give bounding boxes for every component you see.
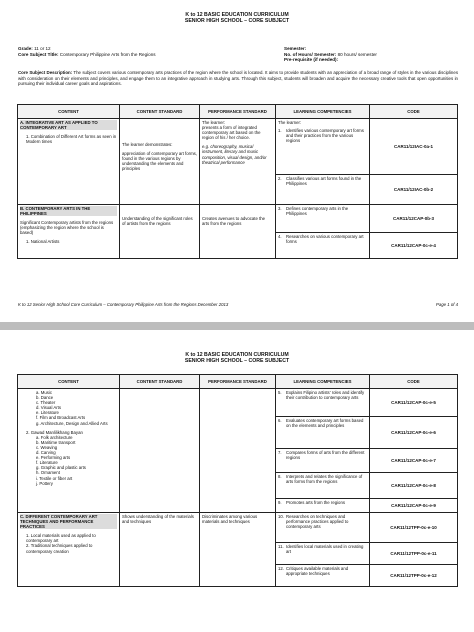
table-header-row	[18, 375, 458, 389]
section-a-title: A. INTEGRATIVE ART AS APPLIED TO CONTEMPORARY ART	[20, 120, 117, 130]
curriculum-table-2	[17, 374, 458, 587]
prereq-label: Pre-requisite (if needed):	[284, 57, 339, 63]
competency-cell	[276, 449, 370, 473]
table-row	[18, 119, 458, 175]
code-cell: CAR11/12CAP-0b-3	[370, 205, 458, 233]
table-row	[18, 205, 458, 233]
page-header	[0, 352, 474, 365]
subject-description	[18, 70, 458, 87]
list-a-6: g. Architecture, Design and Allied Arts	[36, 420, 108, 426]
document-page-2	[0, 330, 474, 632]
code-cell: CAR11/12TPP-0c-e-10	[370, 513, 458, 543]
code-cell: CAR11/12IAC-0a-1	[370, 119, 458, 175]
col-code: CODE	[370, 375, 458, 389]
lc6-num: 6.	[278, 418, 282, 423]
lc12-text: Critiques available materials and appropriate techniques	[286, 566, 349, 577]
page-number: Page 1 of 4	[436, 302, 458, 307]
lc3-num: 3.	[278, 206, 282, 211]
lc6-text: Evaluates contemporary art forms based on the elements and principles	[286, 418, 364, 429]
list-b-4: e. Performing arts	[36, 455, 71, 461]
section-b-title: B. CONTEMPORARY ARTS IN THE PHILIPPINES	[20, 206, 117, 216]
content-cell	[18, 389, 120, 513]
col-competencies: LEARNING COMPETENCIES	[276, 375, 370, 389]
header-line-1: K to 12 BASIC EDUCATION CURRICULUM	[185, 12, 289, 18]
hours-label: No. of Hours/ Semester:	[284, 51, 337, 57]
competency-cell	[276, 543, 370, 565]
section-c-title: C. DIFFERENT CONTEMPORARY ART TECHNIQUES AND PERFORMANCE PRACTICES	[20, 514, 117, 529]
title-label: Core Subject Title:	[18, 51, 59, 57]
lc9-text: Promotes arts from the regions	[286, 500, 345, 505]
content-cell	[18, 513, 120, 587]
page-footer	[18, 302, 458, 307]
list-b-9: j. Pottery	[36, 480, 53, 486]
lc8-num: 8.	[278, 474, 282, 479]
content-standard-cell: Shows understanding of the materials and techniques	[120, 513, 200, 587]
col-performance-standard: PERFORMANCE STANDARD	[200, 105, 276, 119]
header-line-2: SENIOR HIGH SCHOOL – CORE SUBJECT	[184, 18, 290, 25]
list-b-8: i. Textile or fiber art	[36, 475, 73, 481]
lc1-text: Identifies various contemporary art forms and their practices from the various regions	[286, 128, 364, 144]
hours-value: 80 hours/ semester	[337, 51, 377, 57]
code-cell: CAR11/12CAP-0c-e-7	[370, 449, 458, 473]
code-cell: CAR11/12CAP-0c-e-9	[370, 499, 458, 513]
curriculum-table-1	[17, 104, 458, 259]
lc2-text: Classifies various art forms found in the Philippines	[286, 176, 362, 187]
code-cell: CAR11/12IAC-0b-2	[370, 175, 458, 205]
performance-standard-cell: Discriminates among various materials and techniques	[200, 513, 276, 587]
content-cell	[18, 205, 120, 259]
list-b-1: b. Maritime transport	[36, 439, 76, 445]
competency-cell	[276, 389, 370, 417]
competency-cell	[276, 175, 370, 205]
lc11-num: 11.	[278, 544, 284, 549]
list-b-6: g. Graphic and plastic arts	[36, 465, 86, 471]
code-cell: CAR11/12CAP-0c-e-6	[370, 417, 458, 449]
lc7-text: Compares forms of arts from the different regions	[286, 450, 365, 461]
table-row	[18, 513, 458, 543]
col-competencies: LEARNING COMPETENCIES	[276, 105, 370, 119]
ps1-text: presents a form of integrated contemporary art based on the region of his / her choice.	[202, 125, 261, 141]
table-header-row	[18, 105, 458, 119]
header-line-2: SENIOR HIGH SCHOOL – CORE SUBJECT	[184, 358, 290, 365]
content-standard-cell	[120, 205, 200, 259]
competency-cell	[276, 473, 370, 499]
list-b-2: c. Weaving	[36, 444, 58, 450]
competency-cell	[276, 233, 370, 259]
col-performance-standard: PERFORMANCE STANDARD	[200, 375, 276, 389]
ps1-intro: The learner:	[202, 120, 226, 125]
header-line-1: K to 12 BASIC EDUCATION CURRICULUM	[185, 352, 289, 358]
col-code: CODE	[370, 105, 458, 119]
lc9-num: 9.	[278, 500, 282, 505]
content-cell	[18, 119, 120, 205]
section-item-2: 2. Gawad Manlilikhang Bayan	[26, 429, 83, 435]
section-b-text: Significant Contemporary artists from the regions (emphasizing the region where the school is based)	[20, 220, 114, 236]
content-standard-cell	[120, 119, 200, 205]
list-b-5: f. Literature	[36, 460, 58, 466]
lc3-text: Defines contemporary arts in the Philippines	[286, 206, 349, 217]
lc12-num: 12.	[278, 566, 284, 571]
section-b-item: 1. National Artists	[26, 239, 60, 245]
lc4-num: 4.	[278, 234, 282, 239]
cs2-text: Understanding of the significant roles of artists from the regions	[122, 216, 193, 227]
col-content: CONTENT	[18, 375, 120, 389]
competency-cell	[276, 513, 370, 543]
lc8-text: Interprets and relates the significance of arts forms from the regions	[286, 474, 363, 485]
footer-text: K to 12 Senior High School Core Curriculum – Contemporary Philippine Arts from the Regions December 2013	[18, 302, 229, 307]
code-cell: CAR11/12CAP-0c-e-4	[370, 233, 458, 259]
performance-standard-cell	[200, 389, 276, 513]
list-b-3: d. Carving	[36, 450, 56, 456]
table-row	[18, 389, 458, 417]
list-a-2: c. Theater	[36, 400, 56, 406]
lc4-text: Researches on various contemporary art forms	[286, 234, 364, 245]
lc-intro: The learner:	[278, 120, 302, 125]
performance-standard-cell	[200, 119, 276, 205]
lc10-num: 10.	[278, 514, 284, 519]
ps2-text: Creates avenues to advocate the arts from the regions	[202, 216, 266, 227]
cs1-intro: The learner demonstrates:	[122, 142, 173, 147]
code-cell: CAR11/12CAP-0c-e-5	[370, 389, 458, 417]
code-cell: CAR11/12CAP-0c-e-8	[370, 473, 458, 499]
meta-left	[18, 46, 156, 57]
grade-value: 11 or 12	[34, 46, 51, 51]
list-b-7: h. Ornament	[36, 470, 60, 476]
list-b-0: a. Folk architecture	[36, 434, 73, 440]
code-cell: CAR11/12TPP-0c-e-12	[370, 565, 458, 587]
content-standard-cell	[120, 389, 200, 513]
col-content: CONTENT	[18, 105, 120, 119]
lc7-num: 7.	[278, 450, 282, 455]
ps1-example: e.g. choreography, musical instrument, literary and music composition, visual design, and/or theatrical performance	[202, 144, 267, 165]
description-text: The subject covers various contemporary arts practices of the region where the school is located. It aims to provide students with an appreciation of a broad range of styles in the various disciplines with consideration on their elements and principles, and engage them to an integrative approach in studying arts. Through this subject, students will broaden and acquire the necessary creative tools that open opportunities in pursuing their individual career goals and aspirations.	[18, 70, 459, 87]
description-label: Core Subject Description:	[18, 70, 73, 75]
list-a-5: f. Film and Broadcast Arts	[36, 415, 86, 421]
lc5-text: Explains Filipino artists' roles and identify their contribution to contemporary arts	[286, 390, 365, 401]
competency-cell	[276, 119, 370, 175]
lc2-num: 2.	[278, 176, 282, 181]
col-content-standard: CONTENT STANDARD	[120, 105, 200, 119]
competency-cell	[276, 417, 370, 449]
lc11-text: Identifies local materials used in creating art	[286, 544, 364, 555]
section-c-item-2: 2. Traditional techniques applied to contemporary creation	[26, 543, 93, 554]
meta-right	[284, 46, 377, 63]
performance-standard-cell	[200, 205, 276, 259]
competency-cell	[276, 205, 370, 233]
competency-cell	[276, 499, 370, 513]
list-a-1: b. Dance	[36, 395, 54, 401]
list-a-3: d. Visual Arts	[36, 405, 61, 411]
col-content-standard: CONTENT STANDARD	[120, 375, 200, 389]
competency-cell	[276, 565, 370, 587]
lc1-num: 1.	[278, 128, 282, 134]
list-a-0: a. Music	[36, 390, 52, 395]
list-a-4: e. Literature	[36, 410, 59, 416]
code-cell: CAR11/12TPP-0c-e-11	[370, 543, 458, 565]
title-value: Contemporary Philippine Arts from the Regions	[59, 51, 156, 57]
lc10-text: Researches on techniques and performance practices applied to contemporary arts	[286, 514, 349, 530]
lc5-num: 5.	[278, 390, 282, 395]
cs1-text: appreciation of contemporary art forms, found in the various regions by understanding the elements and principles	[122, 151, 197, 172]
page-header	[0, 12, 474, 25]
section-c-item-1: 1. Local materials used as applied to contemporary art	[26, 533, 96, 544]
semester-label: Semester:	[284, 46, 307, 51]
grade-label: Grade:	[18, 46, 33, 51]
section-a-item: 1. Combination of Different Art forms as seen in Modern times	[26, 134, 117, 145]
